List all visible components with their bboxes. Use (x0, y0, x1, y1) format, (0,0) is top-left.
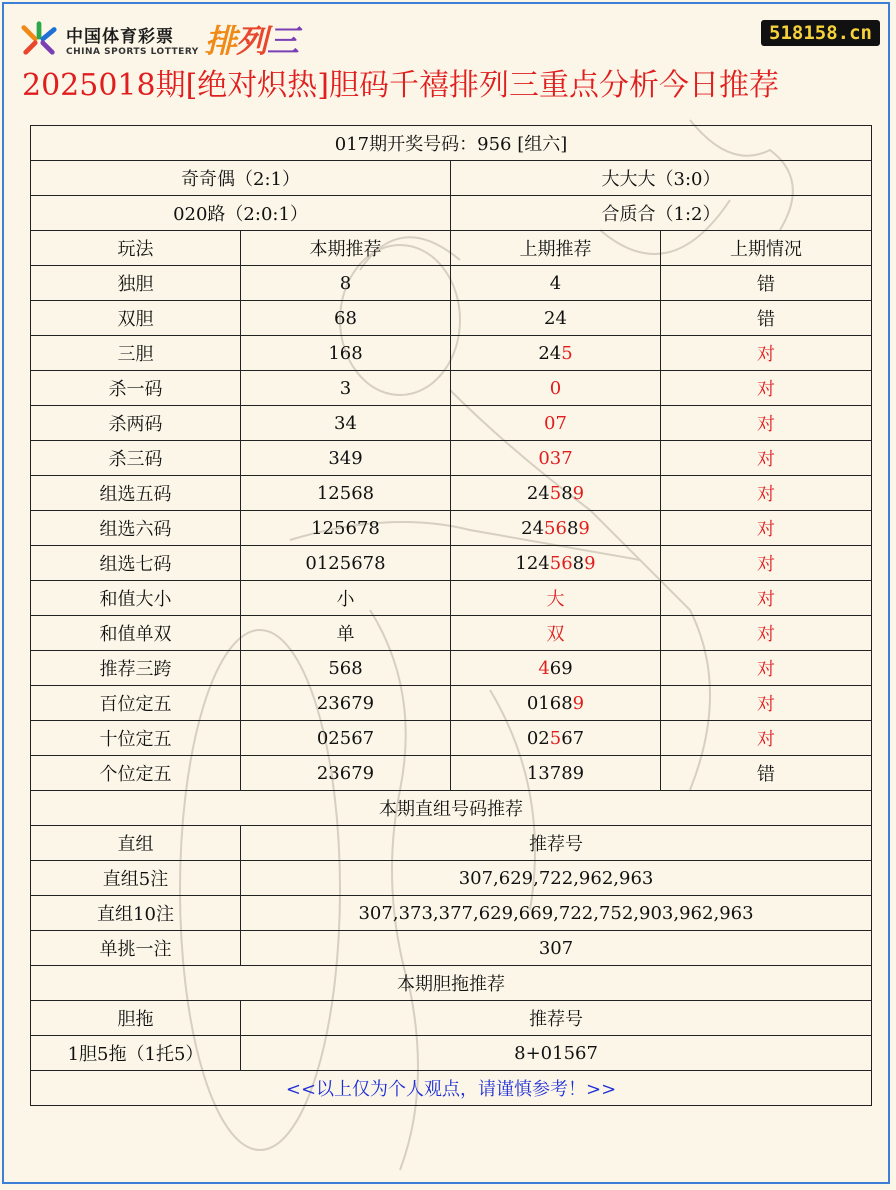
table-row (31, 336, 872, 371)
result-cell: 对 (661, 336, 872, 371)
hit-digits: 9 (572, 692, 585, 714)
play-type-cell: 双胆 (31, 301, 241, 336)
hit-digits: 56 (544, 517, 567, 539)
miss-digits: 8 (572, 552, 585, 574)
pick-value-cell: 307 (241, 931, 872, 966)
play-type-cell: 百位定五 (31, 686, 241, 721)
play-type-cell: 杀三码 (31, 441, 241, 476)
table-row (31, 721, 872, 756)
previous-pick-cell (451, 336, 661, 371)
pick-value-cell: 307,373,377,629,669,722,752,903,962,963 (241, 896, 872, 931)
current-pick-cell: 3 (241, 371, 451, 406)
draw-result-cell: 017期开奖号码：956 [组六] (31, 126, 872, 161)
section-header: 推荐号 (241, 826, 872, 861)
hit-digits: 大 (546, 589, 565, 610)
table-row (31, 266, 872, 301)
hit-digits: 0 (549, 377, 562, 399)
miss-digits: 24 (538, 342, 562, 364)
brand-char: 排 (204, 22, 236, 60)
previous-pick-cell (451, 651, 661, 686)
result-cell: 错 (661, 756, 872, 791)
current-pick-cell: 34 (241, 406, 451, 441)
hit-digits: 5 (549, 482, 562, 504)
logo-brand-text (205, 16, 298, 62)
current-pick-cell: 349 (241, 441, 451, 476)
result-cell: 对 (661, 721, 872, 756)
table-row (31, 301, 872, 336)
play-type-cell: 十位定五 (31, 721, 241, 756)
column-header: 本期推荐 (241, 231, 451, 266)
table-row (31, 441, 872, 476)
play-type-cell: 杀两码 (31, 406, 241, 441)
previous-pick-cell (451, 441, 661, 476)
play-type-cell: 和值单双 (31, 616, 241, 651)
table-row (31, 896, 872, 931)
section-header: 推荐号 (241, 1001, 872, 1036)
logo-english-text: CHINA SPORTS LOTTERY (66, 46, 199, 57)
section-header-row (31, 826, 872, 861)
previous-pick-cell (451, 301, 661, 336)
pick-label-cell: 直组10注 (31, 896, 241, 931)
previous-pick-cell (451, 371, 661, 406)
pick-label-cell: 1胆5拖（1托5） (31, 1036, 241, 1071)
column-header: 上期推荐 (451, 231, 661, 266)
hit-digits: 9 (584, 552, 596, 574)
current-pick-cell: 02567 (241, 721, 451, 756)
previous-pick-cell (451, 721, 661, 756)
current-pick-cell: 8 (241, 266, 451, 301)
brand-char: 三 (266, 22, 298, 60)
miss-digits: 124 (515, 552, 550, 574)
result-cell: 对 (661, 546, 872, 581)
result-cell: 对 (661, 581, 872, 616)
current-pick-cell: 0125678 (241, 546, 451, 581)
miss-digits: 24 (544, 307, 567, 329)
current-pick-cell: 125678 (241, 511, 451, 546)
column-header: 上期情况 (661, 231, 872, 266)
table-row (31, 861, 872, 896)
play-type-cell: 推荐三跨 (31, 651, 241, 686)
miss-digits: 13789 (526, 762, 585, 784)
miss-digits: 24 (526, 482, 550, 504)
pick-label-cell: 单挑一注 (31, 931, 241, 966)
miss-digits: 8 (561, 482, 573, 504)
section-title: 本期胆拖推荐 (31, 966, 872, 1001)
play-type-cell: 独胆 (31, 266, 241, 301)
current-pick-cell: 12568 (241, 476, 451, 511)
section-header: 直组 (31, 826, 241, 861)
result-cell: 对 (661, 406, 872, 441)
column-header-row (31, 231, 872, 266)
road-cell: 020路（2:0:1） (31, 196, 451, 231)
current-pick-cell: 568 (241, 651, 451, 686)
table-row (31, 756, 872, 791)
analysis-table (30, 125, 872, 1106)
hit-digits: 双 (546, 624, 565, 645)
result-cell: 对 (661, 441, 872, 476)
result-cell: 错 (661, 301, 872, 336)
miss-digits: 69 (549, 657, 573, 679)
play-type-cell: 三胆 (31, 336, 241, 371)
section-title-row (31, 966, 872, 1001)
current-pick-cell: 单 (241, 616, 451, 651)
hit-digits: 9 (572, 482, 585, 504)
hit-digits: 56 (549, 552, 573, 574)
previous-pick-cell (451, 266, 661, 301)
lottery-star-icon (20, 20, 58, 58)
table-row (31, 546, 872, 581)
table-row (31, 476, 872, 511)
miss-digits: 8 (566, 517, 579, 539)
hit-digits: 07 (544, 412, 567, 434)
play-type-cell: 组选七码 (31, 546, 241, 581)
previous-pick-cell (451, 511, 661, 546)
play-type-cell: 和值大小 (31, 581, 241, 616)
section-title: 本期直组号码推荐 (31, 791, 872, 826)
column-header: 玩法 (31, 231, 241, 266)
footer-row (31, 1071, 872, 1106)
previous-pick-cell (451, 546, 661, 581)
result-cell: 对 (661, 371, 872, 406)
table-row (31, 651, 872, 686)
play-type-cell: 个位定五 (31, 756, 241, 791)
prime-composite-cell: 合质合（1:2） (451, 196, 872, 231)
result-cell: 对 (661, 686, 872, 721)
brand-char: 列 (235, 22, 267, 60)
result-cell: 错 (661, 266, 872, 301)
current-pick-cell: 68 (241, 301, 451, 336)
page-title: 2025018期[绝对炽热]胆码千禧排列三重点分析今日推荐 (22, 68, 780, 103)
previous-pick-cell (451, 686, 661, 721)
pick-label-cell: 直组5注 (31, 861, 241, 896)
table-row (31, 616, 872, 651)
disclaimer-text: <<以上仅为个人观点，请谨慎参考！>> (31, 1071, 872, 1106)
play-type-cell: 组选五码 (31, 476, 241, 511)
miss-digits: 4 (549, 272, 562, 294)
section-title-row (31, 791, 872, 826)
previous-pick-cell (451, 756, 661, 791)
result-cell: 对 (661, 651, 872, 686)
current-pick-cell: 23679 (241, 756, 451, 791)
previous-pick-cell (451, 476, 661, 511)
current-pick-cell: 23679 (241, 686, 451, 721)
table-row (31, 406, 872, 441)
previous-pick-cell (451, 406, 661, 441)
hit-digits: 4 (538, 657, 550, 679)
site-badge[interactable]: 518158.cn (761, 20, 880, 46)
previous-pick-cell (451, 581, 661, 616)
miss-digits: 67 (561, 727, 585, 749)
miss-digits: 02 (526, 727, 550, 749)
table-row (31, 686, 872, 721)
table-row (31, 371, 872, 406)
lottery-logo (20, 18, 298, 60)
hit-digits: 5 (561, 342, 573, 364)
table-row (31, 931, 872, 966)
result-cell: 对 (661, 476, 872, 511)
hit-digits: 9 (578, 517, 590, 539)
previous-pick-cell (451, 616, 661, 651)
logo-chinese-text: 中国体育彩票 (66, 26, 174, 47)
current-pick-cell: 168 (241, 336, 451, 371)
table-row (31, 581, 872, 616)
pick-value-cell: 307,629,722,962,963 (241, 861, 872, 896)
result-cell: 对 (661, 616, 872, 651)
section-header-row (31, 1001, 872, 1036)
pick-value-cell: 8+01567 (241, 1036, 872, 1071)
table-row (31, 511, 872, 546)
table-row (31, 1036, 872, 1071)
section-header: 胆拖 (31, 1001, 241, 1036)
result-cell: 对 (661, 511, 872, 546)
miss-digits: 24 (521, 517, 545, 539)
hit-digits: 5 (549, 727, 562, 749)
big-small-cell: 大大大（3:0） (451, 161, 872, 196)
current-pick-cell: 小 (241, 581, 451, 616)
play-type-cell: 组选六码 (31, 511, 241, 546)
hit-digits: 037 (538, 447, 573, 469)
odd-even-cell: 奇奇偶（2:1） (31, 161, 451, 196)
miss-digits: 0168 (526, 692, 573, 714)
play-type-cell: 杀一码 (31, 371, 241, 406)
